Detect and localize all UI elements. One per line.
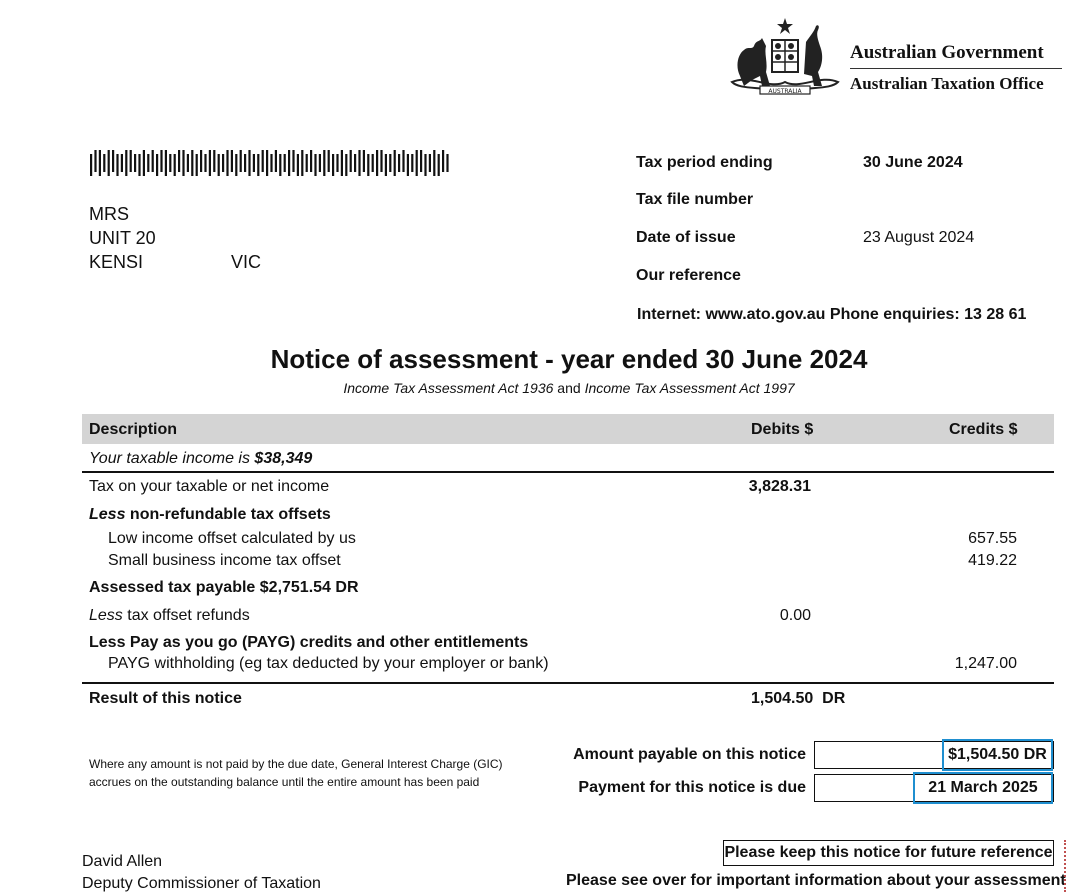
government-name: Australian Government [850,42,1044,63]
address-line-1: MRS [89,204,129,224]
taxable-income-prefix: Your taxable income is [89,450,255,467]
less-offsets-heading [89,506,331,524]
issue-date-value: 23 August 2024 [863,229,975,246]
payment-due-value: 21 March 2025 [913,772,1053,804]
office-name: Australian Taxation Office [850,74,1044,93]
amount-payable-value: $1,504.50 DR [942,739,1053,771]
tfn-label: Tax file number [636,191,754,208]
result-debit: 1,504.50 DR [751,690,846,707]
tax-offset-refunds-label [89,607,250,625]
act-1936: Income Tax Assessment Act 1936 [343,380,554,396]
payg-withholding-label: PAYG withholding (eg tax deducted by your employer or bank) [108,655,549,672]
result-divider [82,682,1054,684]
page-edge-marks [1064,840,1069,892]
header-debits: Debits $ [751,421,814,438]
table-header [82,414,1054,444]
see-over-note: Please see over for important information about your assessment [566,872,1066,889]
less-offsets-rest: non-refundable tax offsets [125,506,331,523]
header-divider [850,68,1062,69]
result-label: Result of this notice [89,690,242,707]
address-state: VIC [231,252,262,272]
payg-heading: Less Pay as you go (PAYG) credits and other entitlements [89,634,529,651]
page-title: Notice of assessment - year ended 30 June 2024 [270,344,868,374]
small-business-offset-credit: 419.22 [968,552,1017,569]
assessed-tax-payable: Assessed tax payable $2,751.54 DR [89,579,359,596]
taxable-income-value: $38,349 [254,450,313,467]
signatory-name: David Allen [82,853,163,870]
act-1997: Income Tax Assessment Act 1997 [584,380,795,396]
recipient-address [89,202,261,274]
tax-on-income-label: Tax on your taxable or net income [89,478,330,495]
keep-notice-box: Please keep this notice for future reference [723,840,1054,866]
refunds-less: Less [89,607,123,624]
agency-name [850,42,1062,94]
issue-date-label: Date of issue [636,229,736,246]
payment-due-label: Payment for this notice is due [578,779,806,796]
low-income-offset-credit: 657.55 [968,530,1017,547]
tax-on-income-debit: 3,828.31 [748,478,811,495]
address-line-3 [89,250,261,274]
tax-period-value: 30 June 2024 [863,154,963,171]
gic-line-1: Where any amount is not paid by the due date, General Interest Charge (GIC) [89,757,503,771]
low-income-offset-label: Low income offset calculated by us [108,530,356,547]
payg-withholding-credit: 1,247.00 [954,655,1017,672]
signatory [82,851,321,895]
signatory-title: Deputy Commissioner of Taxation [82,875,321,892]
tax-offset-refunds-debit: 0.00 [779,607,811,624]
amount-payable-label: Amount payable on this notice [573,746,806,763]
gic-line-2: accrues on the outstanding balance until the entire amount has been paid [89,775,480,789]
small-business-offset-label: Small business income tax offset [108,552,341,569]
header-description: Description [89,421,178,438]
address-line-2: UNIT 20 [89,228,156,248]
subtitle-and: and [553,380,585,396]
table-divider [82,471,1054,473]
legislation-subtitle [0,380,1071,396]
header-credits: Credits $ [949,421,1018,438]
refunds-rest: tax offset refunds [122,607,250,624]
address-suburb: KENSI [89,252,144,272]
postal-barcode [90,150,460,176]
less-offsets-bold: Less [89,506,126,523]
tax-period-label: Tax period ending [636,154,773,171]
gic-notice [89,755,503,791]
taxable-income [89,450,312,468]
svg-text:AUSTRALIA: AUSTRALIA [768,88,802,95]
contact-details: Internet: www.ato.gov.au Phone enquiries: 13 28 61 [637,306,1027,323]
reference-label: Our reference [636,267,741,284]
commonwealth-coat-of-arms-icon [730,16,840,98]
